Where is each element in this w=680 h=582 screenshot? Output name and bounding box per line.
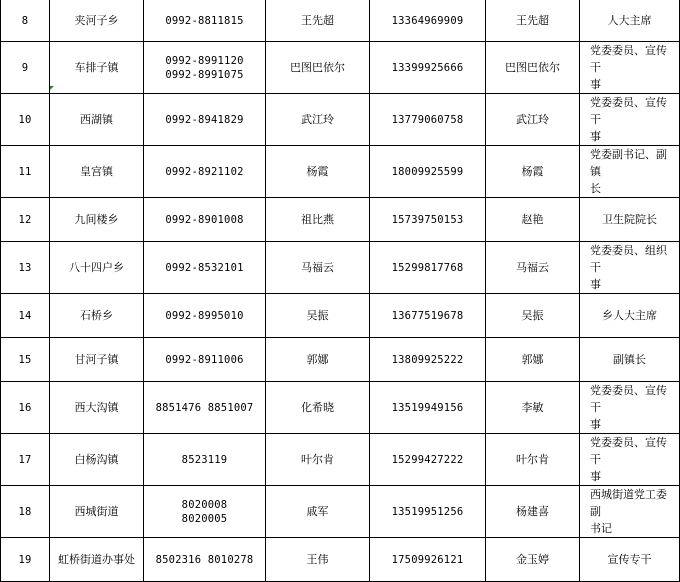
- cell-office-phone: [144, 486, 266, 538]
- cell-no-text: 13: [18, 261, 32, 274]
- cell-no: [1, 42, 50, 94]
- cell-position-text: 党委委员、宣传干: [590, 44, 667, 74]
- cell-leader: [266, 486, 370, 538]
- cell-no: [1, 486, 50, 538]
- cell-leader-text: 杨霞: [306, 164, 329, 178]
- cell-position-text: 事: [590, 78, 601, 91]
- cell-position-text: 党委委员、宣传干: [590, 436, 667, 466]
- cell-mobile: [370, 538, 486, 582]
- table-row: [1, 242, 680, 294]
- cell-leader: [266, 42, 370, 94]
- table-row: [1, 382, 680, 434]
- cell-position: [580, 42, 680, 94]
- cell-leader-text: 巴图巴依尔: [290, 60, 345, 74]
- cell-position: [580, 294, 680, 338]
- cell-mobile-text: 15739750153: [391, 213, 464, 226]
- cell-contact-text: 杨霞: [521, 164, 544, 178]
- table-row: [1, 294, 680, 338]
- cell-office-phone-text: 0992-8901008: [165, 213, 244, 226]
- cell-town-text: 西城街道: [74, 504, 119, 518]
- cell-mobile-text: 13399925666: [391, 61, 464, 74]
- cell-mobile-text: 15299427222: [391, 453, 464, 466]
- cell-office-phone-text: 8020005: [181, 512, 228, 525]
- cell-contact: [486, 434, 580, 486]
- cell-town: [50, 242, 144, 294]
- cell-town: [50, 434, 144, 486]
- cell-town-text: 八十四户乡: [69, 260, 124, 274]
- cell-contact: [486, 242, 580, 294]
- cell-no: [1, 94, 50, 146]
- table-body: [1, 0, 680, 582]
- cell-office-phone: [144, 146, 266, 198]
- cell-office-phone: [144, 242, 266, 294]
- cell-leader: [266, 338, 370, 382]
- cell-mobile: [370, 242, 486, 294]
- cell-position: [580, 338, 680, 382]
- cell-position-text: 长: [590, 182, 601, 195]
- cell-position-text: 党委委员、宣传干: [590, 96, 667, 126]
- cell-position: [580, 242, 680, 294]
- cell-contact: [486, 0, 580, 42]
- cell-mobile: [370, 382, 486, 434]
- cell-contact: [486, 382, 580, 434]
- cell-mobile: [370, 434, 486, 486]
- cell-town: [50, 382, 144, 434]
- cell-contact: [486, 294, 580, 338]
- cell-position-text: 人大主席: [607, 14, 652, 27]
- cell-town: [50, 338, 144, 382]
- cell-mobile-text: 13677519678: [391, 309, 464, 322]
- cell-position: [580, 146, 680, 198]
- cell-town-text: 车排子镇: [74, 60, 119, 74]
- cell-contact: [486, 146, 580, 198]
- cell-office-phone-text: 8502316 8010278: [155, 553, 254, 566]
- cell-office-phone-text: 0992-8532101: [165, 261, 244, 274]
- cell-mobile: [370, 338, 486, 382]
- cell-mobile: [370, 198, 486, 242]
- cell-position: [580, 0, 680, 42]
- cell-leader-text: 王伟: [306, 552, 329, 566]
- cell-leader: [266, 242, 370, 294]
- cell-mobile: [370, 42, 486, 94]
- cell-mobile: [370, 94, 486, 146]
- cell-mobile: [370, 486, 486, 538]
- cell-town-text: 夹河子乡: [74, 13, 119, 27]
- cell-position-text: 乡人大主席: [602, 309, 657, 322]
- cell-mobile: [370, 0, 486, 42]
- cell-office-phone-text: 0992-8921102: [165, 165, 244, 178]
- cell-leader-text: 吴振: [306, 308, 329, 322]
- cell-office-phone-text: 8020008: [181, 498, 228, 511]
- cell-mobile: [370, 146, 486, 198]
- cell-office-phone: [144, 382, 266, 434]
- cell-office-phone: [144, 0, 266, 42]
- cell-contact-text: 马福云: [516, 260, 549, 274]
- cell-leader-text: 化希晓: [301, 400, 334, 414]
- cell-leader-text: 郭娜: [306, 352, 329, 366]
- cell-town-text: 甘河子镇: [74, 352, 119, 366]
- cell-office-phone: [144, 538, 266, 582]
- cell-mobile-text: 18009925599: [391, 165, 464, 178]
- cell-office-phone-text: 8523119: [181, 453, 228, 466]
- cell-no: [1, 294, 50, 338]
- cell-mobile-text: 13519951256: [391, 505, 464, 518]
- cell-leader-text: 武江玲: [301, 112, 334, 126]
- cell-mobile: [370, 294, 486, 338]
- cell-leader: [266, 0, 370, 42]
- cell-town: [50, 0, 144, 42]
- cell-position: [580, 382, 680, 434]
- cell-no-text: 16: [18, 401, 32, 414]
- cell-contact-text: 赵艳: [521, 212, 544, 226]
- cell-office-phone: [144, 294, 266, 338]
- cell-office-phone: [144, 94, 266, 146]
- cell-contact: [486, 538, 580, 582]
- table-row: [1, 94, 680, 146]
- cell-mobile-text: 13519949156: [391, 401, 464, 414]
- cell-no-text: 10: [18, 113, 32, 126]
- table-row: [1, 198, 680, 242]
- cell-leader: [266, 198, 370, 242]
- cell-no-text: 14: [18, 309, 32, 322]
- cell-position: [580, 538, 680, 582]
- cell-town-text: 石桥乡: [80, 308, 113, 322]
- cell-office-phone-text: 0992-8991075: [165, 68, 244, 81]
- cell-contact: [486, 42, 580, 94]
- cell-town-text: 虹桥街道办事处: [58, 552, 135, 566]
- cell-position-text: 党委委员、宣传干: [590, 384, 667, 414]
- cell-position-text: 宣传专干: [607, 553, 652, 566]
- cell-position-text: 党委副书记、副镇: [590, 148, 667, 178]
- cell-office-phone-text: 0992-8995010: [165, 309, 244, 322]
- cell-position-text: 书记: [590, 522, 612, 535]
- cell-contact: [486, 198, 580, 242]
- cell-town-text: 白杨沟镇: [74, 452, 119, 466]
- cell-no-text: 12: [18, 213, 32, 226]
- cell-contact-text: 李敏: [521, 400, 544, 414]
- cell-mobile-text: 13809925222: [391, 353, 464, 366]
- cell-no-text: 8: [21, 14, 29, 27]
- table-row: [1, 486, 680, 538]
- cell-office-phone-text: 0992-8991120: [165, 54, 244, 67]
- cell-leader: [266, 94, 370, 146]
- cell-leader-text: 戚军: [306, 504, 329, 518]
- cell-office-phone: [144, 338, 266, 382]
- cell-no-text: 15: [18, 353, 32, 366]
- cell-position-text: 卫生院院长: [602, 213, 657, 226]
- cell-town-text: 皇宫镇: [80, 164, 113, 178]
- cell-no: [1, 338, 50, 382]
- cell-town-text: 西湖镇: [80, 112, 113, 126]
- cell-contact-text: 杨建喜: [516, 504, 549, 518]
- cell-leader: [266, 294, 370, 338]
- cell-no: [1, 382, 50, 434]
- cell-no: [1, 146, 50, 198]
- cell-position: [580, 198, 680, 242]
- cell-no: [1, 434, 50, 486]
- cell-no-text: 9: [21, 61, 29, 74]
- cell-contact-text: 郭娜: [521, 352, 544, 366]
- cell-leader-text: 叶尔肯: [301, 452, 334, 466]
- cell-leader: [266, 538, 370, 582]
- cell-leader: [266, 146, 370, 198]
- cell-town-text: 西大沟镇: [74, 400, 119, 414]
- cell-contact: [486, 94, 580, 146]
- cell-no: [1, 538, 50, 582]
- cell-contact-text: 金玉婷: [516, 552, 549, 566]
- cell-leader-text: 王先超: [301, 13, 334, 27]
- cell-no: [1, 0, 50, 42]
- cell-position-text: 事: [590, 278, 601, 291]
- cell-contact-text: 武江玲: [516, 112, 549, 126]
- cell-contact-text: 巴图巴依尔: [505, 60, 560, 74]
- cell-position-text: 事: [590, 130, 601, 143]
- cell-contact: [486, 486, 580, 538]
- cell-position-text: 事: [590, 418, 601, 431]
- cell-mobile-text: 13779060758: [391, 113, 464, 126]
- cell-contact-text: 吴振: [521, 308, 544, 322]
- cell-position: [580, 94, 680, 146]
- cell-leader-text: 马福云: [301, 260, 334, 274]
- cell-town: [50, 198, 144, 242]
- cell-leader: [266, 382, 370, 434]
- cell-town: [50, 146, 144, 198]
- cell-position-text: 党委委员、组织干: [590, 244, 667, 274]
- cell-leader: [266, 434, 370, 486]
- cell-contact: [486, 338, 580, 382]
- table-row: [1, 146, 680, 198]
- cell-mobile-text: 15299817768: [391, 261, 464, 274]
- cell-no-text: 17: [18, 453, 32, 466]
- cell-contact-text: 王先超: [516, 13, 549, 27]
- table-row: [1, 0, 680, 42]
- cell-no: [1, 242, 50, 294]
- cell-office-phone-text: 0992-8811815: [165, 14, 244, 27]
- table-row: [1, 434, 680, 486]
- cell-office-phone: [144, 198, 266, 242]
- cell-no-text: 18: [18, 505, 32, 518]
- cell-position-text: 副镇长: [613, 353, 646, 366]
- cell-office-phone-text: 0992-8941829: [165, 113, 244, 126]
- cell-office-phone-text: 0992-8911006: [165, 353, 244, 366]
- table-row: [1, 42, 680, 94]
- table-row: [1, 538, 680, 582]
- cell-town: [50, 94, 144, 146]
- cell-office-phone-text: 8851476 8851007: [155, 401, 254, 414]
- cell-mobile-text: 17509926121: [391, 553, 464, 566]
- cell-town: [50, 294, 144, 338]
- cell-town: [50, 538, 144, 582]
- cell-no-text: 19: [18, 553, 32, 566]
- cell-no: [1, 198, 50, 242]
- cell-town: [50, 42, 144, 94]
- cell-leader-text: 祖比燕: [301, 212, 334, 226]
- cell-office-phone: [144, 434, 266, 486]
- cell-position-text: 事: [590, 470, 601, 483]
- cell-office-phone: [144, 42, 266, 94]
- cell-town: [50, 486, 144, 538]
- cell-position-text: 西城街道党工委副: [590, 488, 667, 518]
- table-row: [1, 338, 680, 382]
- cell-mobile-text: 13364969909: [391, 14, 464, 27]
- cell-town-text: 九间楼乡: [74, 212, 119, 226]
- cell-position: [580, 486, 680, 538]
- cell-no-text: 11: [18, 165, 32, 178]
- cell-contact-text: 叶尔肯: [516, 452, 549, 466]
- cell-position: [580, 434, 680, 486]
